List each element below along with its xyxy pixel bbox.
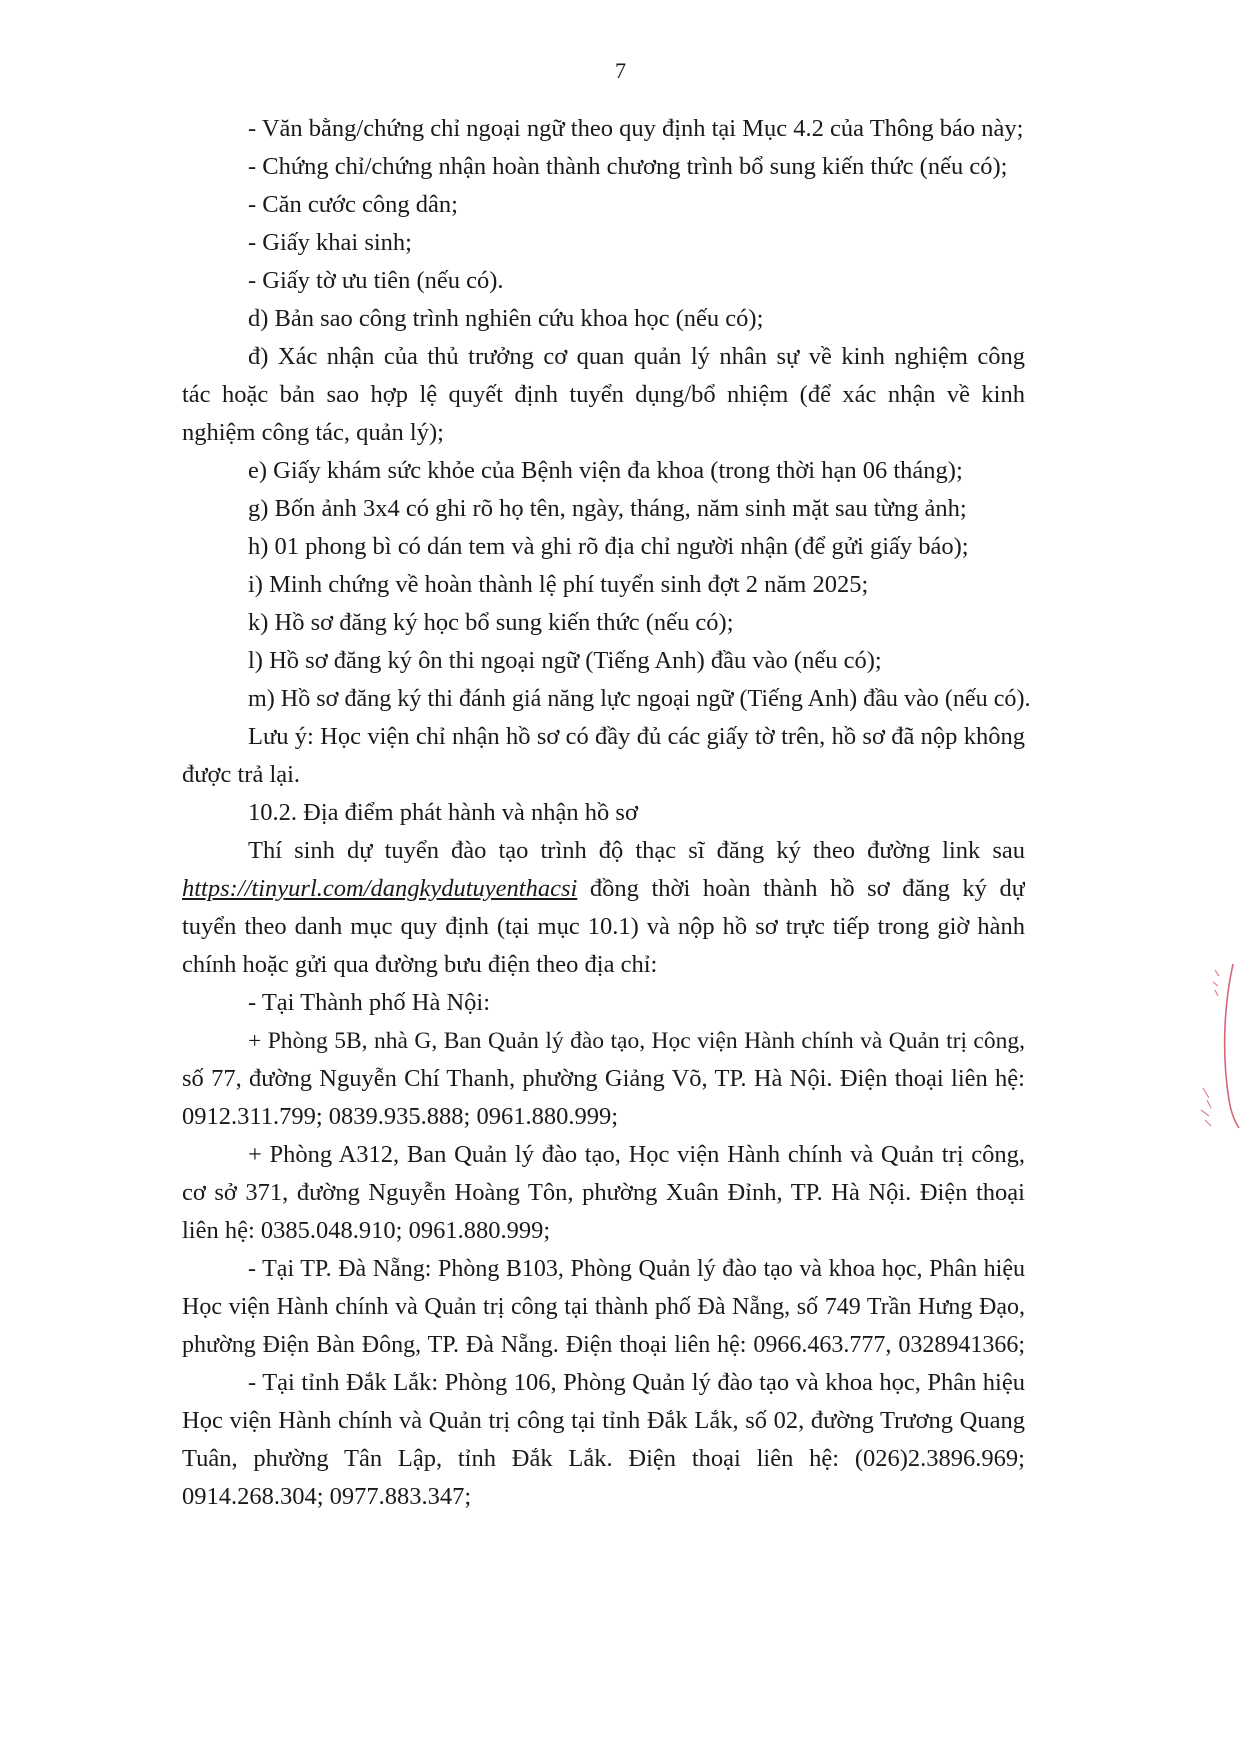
doc-line: + Phòng A312, Ban Quản lý đào tạo, Học viện Hành chính và Quản trị công,	[248, 1141, 1025, 1168]
doc-line: nghiệm công tác, quản lý);	[182, 419, 444, 446]
section-heading: 10.2. Địa điểm phát hành và nhận hồ sơ	[248, 799, 638, 826]
doc-line: d) Bản sao công trình nghiên cứu khoa học (nếu có);	[248, 305, 764, 332]
doc-line: Học viện Hành chính và Quản trị công tại thành phố Đà Nẵng, số 749 Trần Hưng Đạo,	[182, 1294, 1025, 1320]
doc-line: tuyển theo danh mục quy định (tại mục 10.1) và nộp hồ sơ trực tiếp trong giờ hành	[182, 913, 1025, 940]
doc-line: g) Bốn ảnh 3x4 có ghi rõ họ tên, ngày, tháng, năm sinh mặt sau từng ảnh;	[248, 495, 967, 522]
doc-line: l) Hồ sơ đăng ký ôn thi ngoại ngữ (Tiếng Anh) đầu vào (nếu có);	[248, 647, 882, 674]
doc-line: - Giấy khai sinh;	[248, 229, 412, 256]
doc-line: Lưu ý: Học viện chỉ nhận hồ sơ có đầy đủ các giấy tờ trên, hồ sơ đã nộp không	[248, 723, 1025, 750]
doc-line: k) Hồ sơ đăng ký học bổ sung kiến thức (nếu có);	[248, 609, 734, 636]
doc-line: số 77, đường Nguyễn Chí Thanh, phường Giảng Võ, TP. Hà Nội. Điện thoại liên hệ:	[182, 1065, 1025, 1092]
doc-line: - Tại TP. Đà Nẵng: Phòng B103, Phòng Quản lý đào tạo và khoa học, Phân hiệu	[248, 1256, 1025, 1282]
doc-line: Thí sinh dự tuyển đào tạo trình độ thạc sĩ đăng ký theo đường link sau	[248, 837, 1025, 864]
doc-line: đ) Xác nhận của thủ trưởng cơ quan quản lý nhân sự về kinh nghiệm công	[248, 343, 1025, 370]
page-number: 7	[615, 58, 626, 83]
registration-link[interactable]: https://tinyurl.com/dangkydutuyenthacsi	[182, 875, 578, 902]
doc-line: chính hoặc gửi qua đường bưu điện theo địa chỉ:	[182, 951, 658, 978]
doc-line-text: đồng thời hoàn thành hồ sơ đăng ký dự	[589, 875, 1025, 902]
doc-line: - Tại Thành phố Hà Nội:	[248, 989, 491, 1016]
doc-line: h) 01 phong bì có dán tem và ghi rõ địa chỉ người nhận (để gửi giấy báo);	[248, 533, 969, 560]
doc-line: - Giấy tờ ưu tiên (nếu có).	[248, 267, 504, 294]
doc-line: + Phòng 5B, nhà G, Ban Quản lý đào tạo, Học viện Hành chính và Quản trị công,	[248, 1028, 1025, 1054]
doc-line: 0912.311.799; 0839.935.888; 0961.880.999;	[182, 1103, 619, 1130]
doc-line: tác hoặc bản sao hợp lệ quyết định tuyển dụng/bổ nhiệm (để xác nhận về kinh	[182, 381, 1025, 408]
doc-line-with-link	[182, 874, 1025, 904]
doc-line: liên hệ: 0385.048.910; 0961.880.999;	[182, 1217, 551, 1244]
doc-line: Học viện Hành chính và Quản trị công tại tỉnh Đắk Lắk, số 02, đường Trương Quang	[182, 1407, 1025, 1434]
doc-line: e) Giấy khám sức khỏe của Bệnh viện đa khoa (trong thời hạn 06 tháng);	[248, 457, 963, 484]
doc-line: - Chứng chỉ/chứng nhận hoàn thành chương trình bổ sung kiến thức (nếu có);	[248, 153, 1008, 180]
doc-line: cơ sở 371, đường Nguyễn Hoàng Tôn, phường Xuân Đỉnh, TP. Hà Nội. Điện thoại	[182, 1179, 1025, 1206]
doc-line: được trả lại.	[182, 761, 301, 788]
red-seal-stamp-fragment	[1195, 960, 1241, 1130]
doc-line: Tuân, phường Tân Lập, tỉnh Đắk Lắk. Điện thoại liên hệ: (026)2.3896.969;	[182, 1445, 1025, 1472]
doc-line: phường Điện Bàn Đông, TP. Đà Nẵng. Điện thoại liên hệ: 0966.463.777, 0328941366;	[182, 1332, 1025, 1358]
doc-line: 0914.268.304; 0977.883.347;	[182, 1483, 472, 1510]
doc-line: - Căn cước công dân;	[248, 191, 458, 218]
doc-line: - Tại tỉnh Đắk Lắk: Phòng 106, Phòng Quản lý đào tạo và khoa học, Phân hiệu	[248, 1369, 1025, 1396]
doc-line: i) Minh chứng về hoàn thành lệ phí tuyển sinh đợt 2 năm 2025;	[248, 571, 869, 598]
doc-line: - Văn bằng/chứng chỉ ngoại ngữ theo quy định tại Mục 4.2 của Thông báo này;	[248, 115, 1024, 142]
doc-line: m) Hồ sơ đăng ký thi đánh giá năng lực ngoại ngữ (Tiếng Anh) đầu vào (nếu có).	[248, 685, 1031, 712]
